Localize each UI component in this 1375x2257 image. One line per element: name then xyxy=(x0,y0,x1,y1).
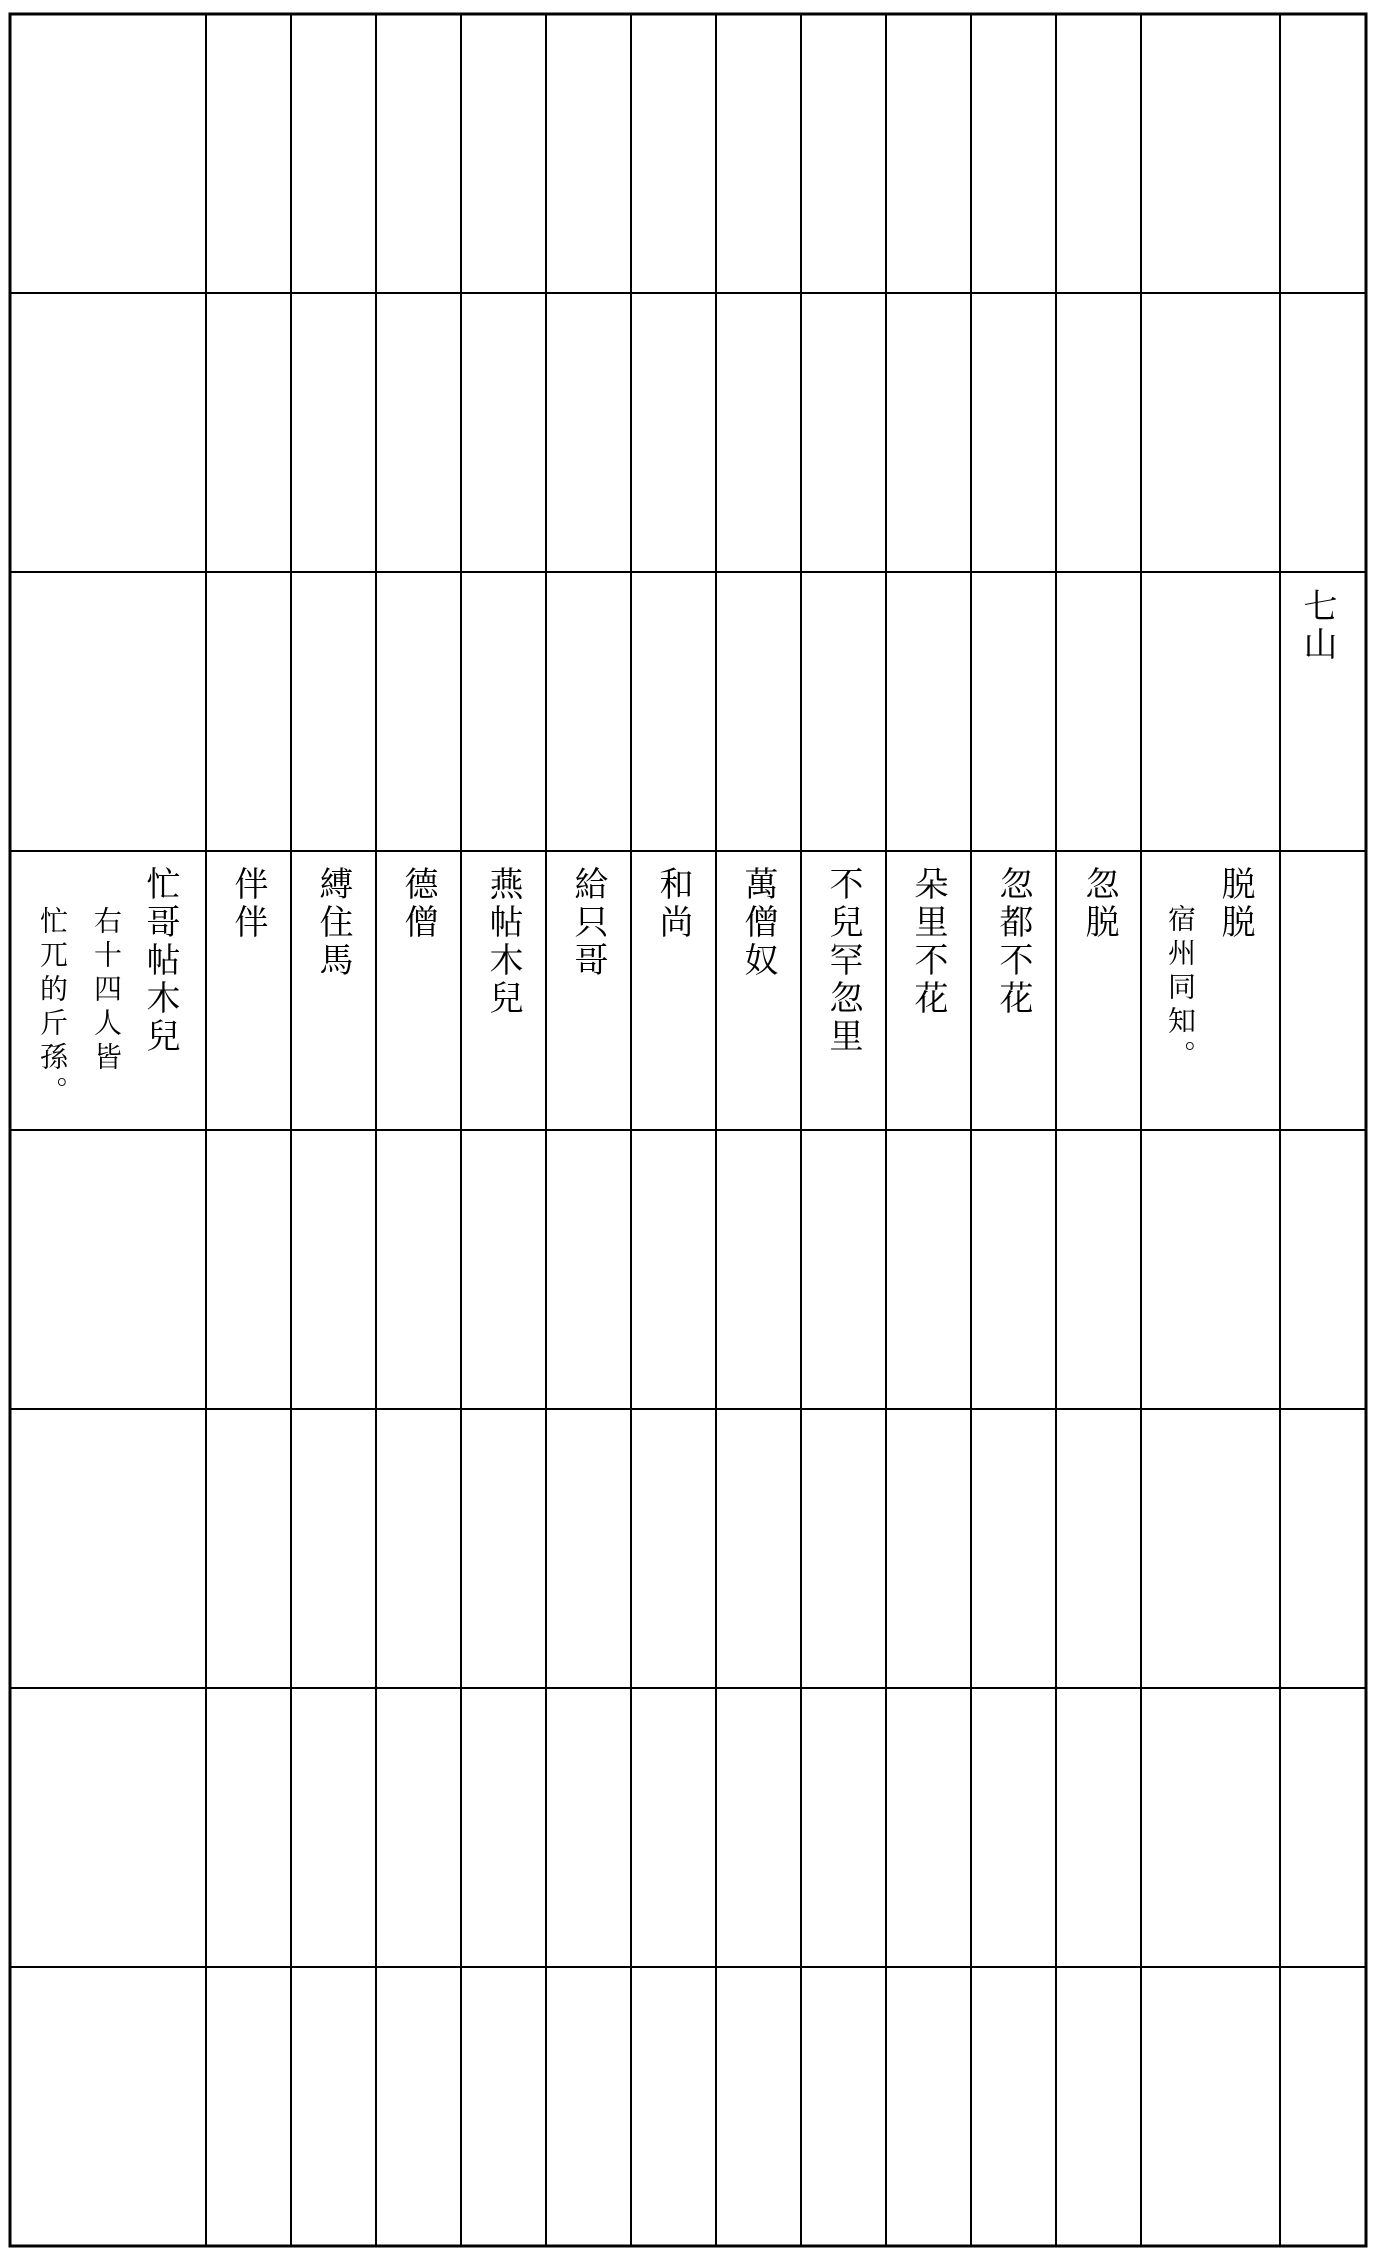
col-4-name: 朵里不花 xyxy=(908,866,948,1018)
col-8-name: 給只哥 xyxy=(568,866,608,980)
col-5-name: 不兒罕忽里 xyxy=(823,866,863,1056)
col-2-name: 忽脱 xyxy=(1079,866,1119,942)
col-13-note-line-1: 右十四人皆 xyxy=(90,906,123,1076)
col-11-name: 縛住馬 xyxy=(313,866,353,980)
col-13-name: 忙哥帖木兒 xyxy=(140,866,180,1056)
col-6-name: 萬僧奴 xyxy=(738,866,778,980)
col-1-note: 宿州同知。 xyxy=(1164,904,1197,1074)
col-0-note: 七山 xyxy=(1297,588,1337,664)
col-7-name: 和尚 xyxy=(653,866,693,942)
col-9-name: 燕帖木兒 xyxy=(483,866,523,1018)
col-13-note-line-2: 忙兀的斤孫。 xyxy=(36,906,69,1110)
row-dividers xyxy=(10,293,1366,1967)
col-1-name: 脱脱 xyxy=(1215,866,1255,942)
col-3-name: 忽都不花 xyxy=(993,866,1033,1018)
col-10-name: 德僧 xyxy=(398,866,438,942)
col-12-name: 伴伴 xyxy=(228,866,268,942)
